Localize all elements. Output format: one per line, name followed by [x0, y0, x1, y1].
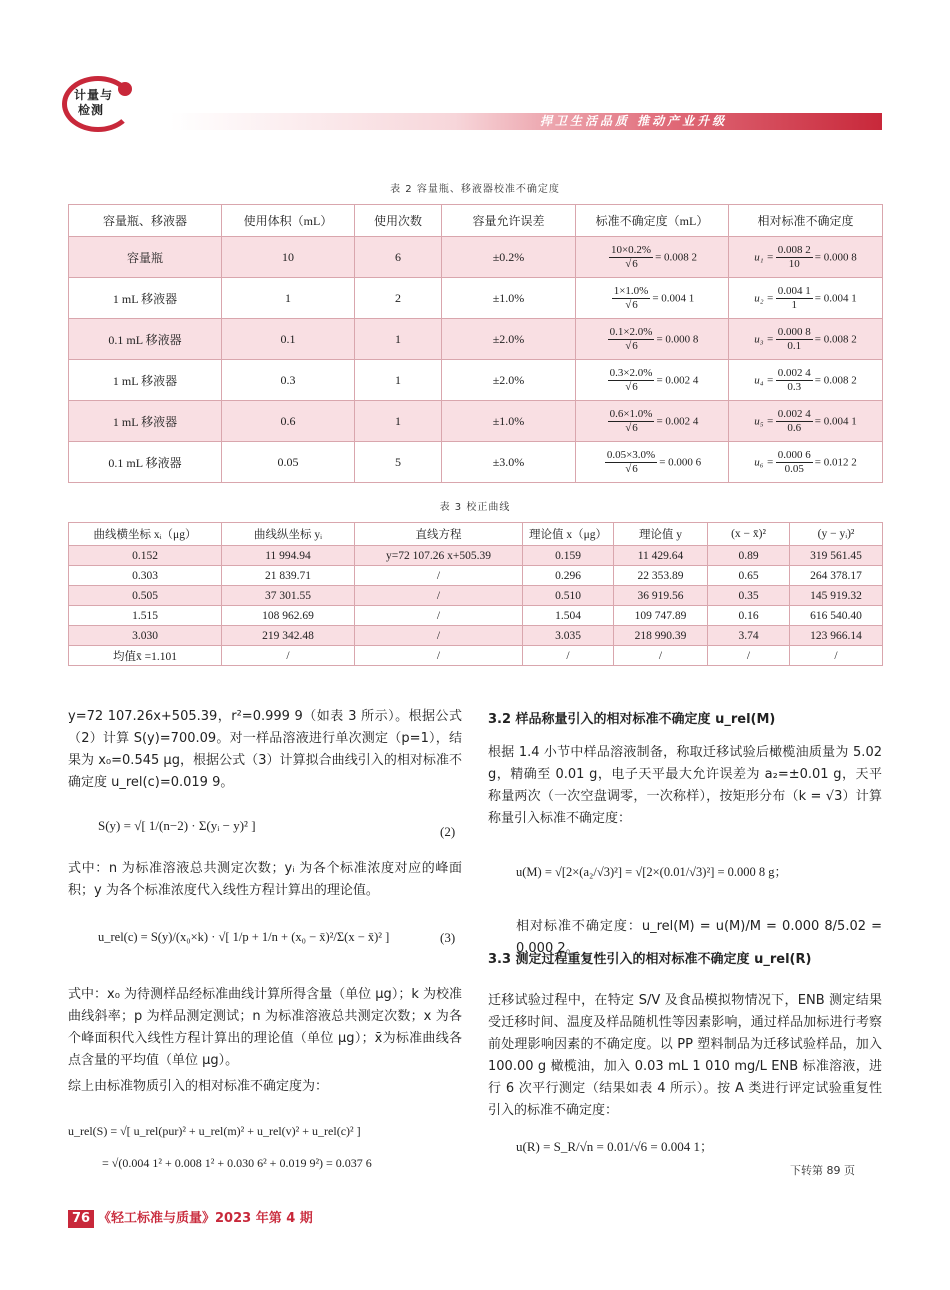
table3	[68, 522, 883, 666]
t2-cell-rel	[729, 442, 883, 483]
heading-3-3: 3.3 测定过程重复性引入的相对标准不确定度 u_rel(R)	[488, 952, 812, 967]
equation-2: S(y) = √[ 1/(n−2) · Σ(yᵢ − y)² ]	[98, 818, 256, 833]
t2-cell-volume	[222, 319, 355, 360]
t2-cell-name	[69, 319, 222, 360]
t2-cell-rel	[729, 319, 883, 360]
t2-cell-tolerance	[442, 237, 576, 278]
table2-row	[69, 401, 883, 442]
t2-u-den: √ 6	[624, 298, 638, 311]
t2-rel-val: = 0.008 2	[814, 332, 857, 345]
t2-u-val: = 0.002 4	[656, 414, 699, 427]
equation-4b: = √(0.004 1² + 0.008 1² + 0.030 6² + 0.019 9²) = 0.037 6	[102, 1156, 372, 1170]
t2-cell-rel	[729, 401, 883, 442]
t2-rel-den: 0.6	[787, 421, 802, 434]
t3-header-6: (y − yᵢ)²	[790, 523, 883, 546]
equation-4a: u_rel(S) = √[ u_rel(pur)² + u_rel(m)² + u_rel(v)² + u_rel(c)² ]	[68, 1124, 361, 1138]
t2-cell-tolerance	[442, 278, 576, 319]
t2-u-den: √ 6	[624, 421, 638, 434]
t2-tolerance: ±2.0%	[492, 372, 525, 387]
equation-2-number: (2)	[440, 824, 456, 839]
t2-tolerance: ±1.0%	[492, 290, 525, 305]
t3-cell: 0.89	[708, 546, 790, 566]
t2-rel-label: u₆ =	[754, 455, 774, 468]
t2-name: 1 mL 移液器	[112, 291, 178, 306]
table2-row	[69, 442, 883, 483]
t2-u-num: 10×0.2%	[610, 243, 652, 256]
equation-uR: u(R) = S_R/√n = 0.01/√6 = 0.004 1；	[516, 1139, 713, 1154]
t2-u-val: = 0.004 1	[652, 291, 695, 304]
t3-cell: 21 839.71	[222, 566, 355, 586]
t2-cell-tolerance	[442, 360, 576, 401]
t3-cell: 3.030	[69, 626, 222, 646]
t2-cell-volume	[222, 401, 355, 442]
table2-row	[69, 237, 883, 278]
t2-header-1: 使用体积（mL）	[222, 205, 355, 237]
slogan: 捍卫生活品质 推动产业升级	[540, 114, 728, 128]
equation-3: u_rel(c) = S(y)/(x₀×k) · √[ 1/p + 1/n + (x₀ − x̄)²/Σ(x − x̄)² ]	[98, 930, 390, 944]
t2-name: 0.1 mL 移液器	[108, 332, 182, 347]
t2-rel-den: 0.1	[787, 339, 802, 352]
logo	[74, 88, 134, 118]
t2-tolerance: ±3.0%	[492, 454, 525, 469]
t2-cell-name	[69, 401, 222, 442]
t2-cell-u	[576, 237, 729, 278]
t3-cell: 均值x̄ =1.101	[69, 646, 222, 666]
left-paragraph-4: 综上由标准物质引入的相对标准不确定度为：	[68, 1079, 329, 1094]
t3-cell: 109 747.89	[614, 606, 708, 626]
t2-cell-tolerance	[442, 442, 576, 483]
t2-u-val: = 0.002 4	[656, 373, 699, 386]
t2-times: 2	[395, 290, 401, 305]
table2-row	[69, 278, 883, 319]
t2-cell-u	[576, 401, 729, 442]
t2-tolerance: ±0.2%	[492, 249, 525, 264]
table2-row	[69, 360, 883, 401]
t3-cell: /	[708, 646, 790, 666]
t3-header-2: 直线方程	[355, 523, 523, 546]
t2-rel-num: 0.000 6	[777, 448, 811, 461]
t3-cell: 264 378.17	[790, 566, 883, 586]
t2-cell-times	[355, 278, 442, 319]
t2-rel-num: 0.002 4	[777, 407, 811, 420]
t3-cell: 1.515	[69, 606, 222, 626]
t2-cell-volume	[222, 278, 355, 319]
t3-cell: 37 301.55	[222, 586, 355, 606]
t2-times: 1	[395, 413, 401, 428]
t2-tolerance: ±2.0%	[492, 331, 525, 346]
t2-u-num: 0.05×3.0%	[606, 448, 656, 461]
left-paragraph-3: 式中：x₀ 为待测样品经标准曲线计算所得含量（单位 μg）；k 为校准曲线斜率；p 为样品测定测试；n 为标准溶液总共测定次数；x 为各个峰面积代入线性方程计算出的理论值（单位 μg）；x̄为标准曲线各点含量的平均值（单位 μg）。	[68, 987, 462, 1068]
right-paragraph-2: 迁移试验过程中，在特定 S/V 及食品模拟物情况下，ENB 测定结果受迁移时间、温度及样品随机性等因素影响，通过样品加标进行考察前处理影响因素的不确定度。以 PP 塑料制品为迁移试验样品，加入 100.00 g 橄榄油，加入 0.03 mL 1 010 mg/L ENB 标准溶液，进行 6 次平行测定（结果如表 4 所示）。按 A 类进行评定试验重复性引入的标准不确定度：	[488, 993, 882, 1118]
t2-cell-tolerance	[442, 401, 576, 442]
left-paragraph-1: y=72 107.26x+505.39，r²=0.999 9（如表 3 所示）。根据公式（2）计算 S(y)=700.09。对一样品溶液进行单次测定（p=1），结果为 x₀=0.545 μg，根据公式（3）计算拟合曲线引入的相对标准不确定度 u_rel(c)=0.019 9。	[68, 709, 462, 790]
t2-name: 容量瓶	[126, 250, 163, 265]
t3-cell: /	[222, 646, 355, 666]
heading-3-2: 3.2 样品称量引入的相对标准不确定度 u_rel(M)	[488, 712, 776, 727]
equation-uM: u(M) = √[2×(a₂/√3)²] = √[2×(0.01/√3)²] = 0.000 8 g；	[516, 865, 788, 879]
t2-volume: 1	[285, 290, 291, 305]
t2-cell-times	[355, 401, 442, 442]
t2-times: 1	[395, 331, 401, 346]
logo-line1: 计量与	[74, 88, 114, 102]
t2-rel-label: u₂ =	[754, 291, 774, 304]
t3-cell: 0.16	[708, 606, 790, 626]
t2-rel-val: = 0.000 8	[814, 250, 857, 263]
t2-tolerance: ±1.0%	[492, 413, 525, 428]
t2-rel-num: 0.008 2	[777, 243, 811, 256]
t3-cell: /	[355, 606, 523, 626]
t2-rel-val: = 0.008 2	[814, 373, 857, 386]
t2-cell-name	[69, 360, 222, 401]
t2-cell-name	[69, 237, 222, 278]
t2-cell-tolerance	[442, 319, 576, 360]
t2-cell-times	[355, 442, 442, 483]
t3-cell: 3.035	[523, 626, 614, 646]
t2-u-num: 1×1.0%	[613, 284, 649, 297]
left-paragraph-2: 式中：n 为标准溶液总共测定次数；yᵢ 为各个标准浓度对应的峰面积；y 为各个标准浓度代入线性方程计算出的理论值。	[68, 861, 462, 898]
t2-cell-rel	[729, 360, 883, 401]
t3-cell: 36 919.56	[614, 586, 708, 606]
t2-cell-u	[576, 442, 729, 483]
t3-cell: /	[355, 586, 523, 606]
t2-rel-den: 0.3	[787, 380, 802, 393]
t2-rel-label: u₃ =	[754, 332, 774, 345]
t3-cell: 616 540.40	[790, 606, 883, 626]
t2-header-4: 标准不确定度（mL）	[576, 205, 729, 237]
t2-name: 0.1 mL 移液器	[108, 455, 182, 470]
equation-rel-M: 相对标准不确定度：u_rel(M) = u(M)/M = 0.000 8/5.02 = 0.000 2。	[516, 919, 882, 956]
t2-rel-label: u₄ =	[754, 373, 774, 386]
t2-times: 5	[395, 454, 401, 469]
t3-cell: /	[614, 646, 708, 666]
table3-caption: 表 3 校正曲线	[439, 502, 511, 513]
t3-cell: 218 990.39	[614, 626, 708, 646]
t2-u-num: 0.6×1.0%	[609, 407, 653, 420]
t3-cell: 0.35	[708, 586, 790, 606]
page-number: 76	[68, 1210, 94, 1228]
t2-header-3: 容量允许误差	[442, 205, 576, 237]
t2-cell-rel	[729, 237, 883, 278]
t3-cell: /	[355, 626, 523, 646]
t2-volume: 0.6	[280, 413, 296, 428]
t3-cell: /	[790, 646, 883, 666]
t2-u-val: = 0.008 2	[655, 250, 698, 263]
t3-header-4: 理论值 y	[614, 523, 708, 546]
t2-rel-den: 10	[788, 257, 800, 270]
t2-times: 1	[395, 372, 401, 387]
table3-row	[69, 646, 883, 666]
journal-title: 《轻工标准与质量》2023 年第 4 期	[98, 1211, 313, 1226]
t3-cell: 108 962.69	[222, 606, 355, 626]
table3-row	[69, 586, 883, 606]
t2-header-2: 使用次数	[355, 205, 442, 237]
t2-cell-u	[576, 319, 729, 360]
t3-cell: 319 561.45	[790, 546, 883, 566]
t2-rel-num: 0.000 8	[777, 325, 811, 338]
t2-header-5: 相对标准不确定度	[729, 205, 883, 237]
t3-cell: 1.504	[523, 606, 614, 626]
t3-cell: 22 353.89	[614, 566, 708, 586]
t3-header-1: 曲线纵坐标 yᵢ	[222, 523, 355, 546]
t2-u-den: √ 6	[624, 380, 638, 393]
t2-volume: 0.05	[277, 454, 299, 469]
t2-rel-val: = 0.004 1	[814, 414, 857, 427]
t2-cell-rel	[729, 278, 883, 319]
t2-volume: 0.1	[280, 331, 296, 346]
t2-u-den: √ 6	[624, 257, 638, 270]
t3-cell: 0.510	[523, 586, 614, 606]
t2-cell-u	[576, 278, 729, 319]
t3-cell: 3.74	[708, 626, 790, 646]
t3-header-0: 曲线横坐标 xᵢ（μg）	[69, 523, 222, 546]
t3-header-3: 理论值 x（μg）	[523, 523, 614, 546]
table3-row	[69, 546, 883, 566]
t3-cell: /	[355, 566, 523, 586]
t2-rel-num: 0.002 4	[777, 366, 811, 379]
t2-volume: 10	[282, 249, 294, 264]
t3-cell: 0.296	[523, 566, 614, 586]
t2-u-val: = 0.000 8	[656, 332, 699, 345]
t3-cell: /	[523, 646, 614, 666]
t2-times: 6	[395, 249, 401, 264]
t2-rel-val: = 0.012 2	[814, 455, 857, 468]
t3-cell: 219 342.48	[222, 626, 355, 646]
t3-cell: /	[355, 646, 523, 666]
t2-rel-den: 1	[791, 298, 798, 311]
t3-cell: 0.152	[69, 546, 222, 566]
t2-rel-label: u₅ =	[754, 414, 774, 427]
t2-cell-volume	[222, 360, 355, 401]
t2-rel-label: u₁ =	[754, 250, 774, 263]
t3-cell: 0.159	[523, 546, 614, 566]
t2-u-num: 0.3×2.0%	[609, 366, 653, 379]
t2-rel-num: 0.004 1	[777, 284, 811, 297]
t2-cell-times	[355, 237, 442, 278]
equation-3-number: (3)	[440, 930, 456, 945]
table2	[68, 204, 883, 483]
t2-u-den: √ 6	[624, 462, 638, 475]
t2-header-0: 容量瓶、移液器	[69, 205, 222, 237]
table3-row	[69, 566, 883, 586]
t3-cell: 11 994.94	[222, 546, 355, 566]
t2-cell-times	[355, 360, 442, 401]
t2-rel-den: 0.05	[784, 462, 804, 475]
t2-cell-volume	[222, 237, 355, 278]
table3-row	[69, 606, 883, 626]
t2-u-den: √ 6	[624, 339, 638, 352]
t3-cell: 0.505	[69, 586, 222, 606]
logo-line2: 检测	[78, 103, 105, 117]
t2-cell-u	[576, 360, 729, 401]
t2-cell-volume	[222, 442, 355, 483]
t3-cell: 123 966.14	[790, 626, 883, 646]
t2-u-val: = 0.000 6	[659, 455, 702, 468]
t2-volume: 0.3	[280, 372, 296, 387]
t2-rel-val: = 0.004 1	[814, 291, 857, 304]
t3-cell: 11 429.64	[614, 546, 708, 566]
table2-row	[69, 319, 883, 360]
t3-header-5: (x − x̄)²	[708, 523, 790, 546]
t2-name: 1 mL 移液器	[112, 373, 178, 388]
t2-name: 1 mL 移液器	[112, 414, 178, 429]
t3-cell: y=72 107.26 x+505.39	[355, 546, 523, 566]
table3-row	[69, 626, 883, 646]
t2-u-num: 0.1×2.0%	[609, 325, 653, 338]
right-paragraph-1: 根据 1.4 小节中样品溶液制备，称取迁移试验后橄榄油质量为 5.02 g，精确至 0.01 g，电子天平最大允许误差为 a₂=±0.01 g，天平称量两次（一次空盘调零，一次称样），按矩形分布（k = √3）计算称量引入标准不确定度：	[488, 745, 882, 826]
table2-caption: 表 2 容量瓶、移液器校准不确定度	[390, 184, 560, 195]
t2-cell-name	[69, 278, 222, 319]
t3-cell: 145 919.32	[790, 586, 883, 606]
t3-cell: 0.303	[69, 566, 222, 586]
t2-cell-times	[355, 319, 442, 360]
continued-note: 下转第 89 页	[790, 1164, 855, 1177]
t3-cell: 0.65	[708, 566, 790, 586]
t2-cell-name	[69, 442, 222, 483]
